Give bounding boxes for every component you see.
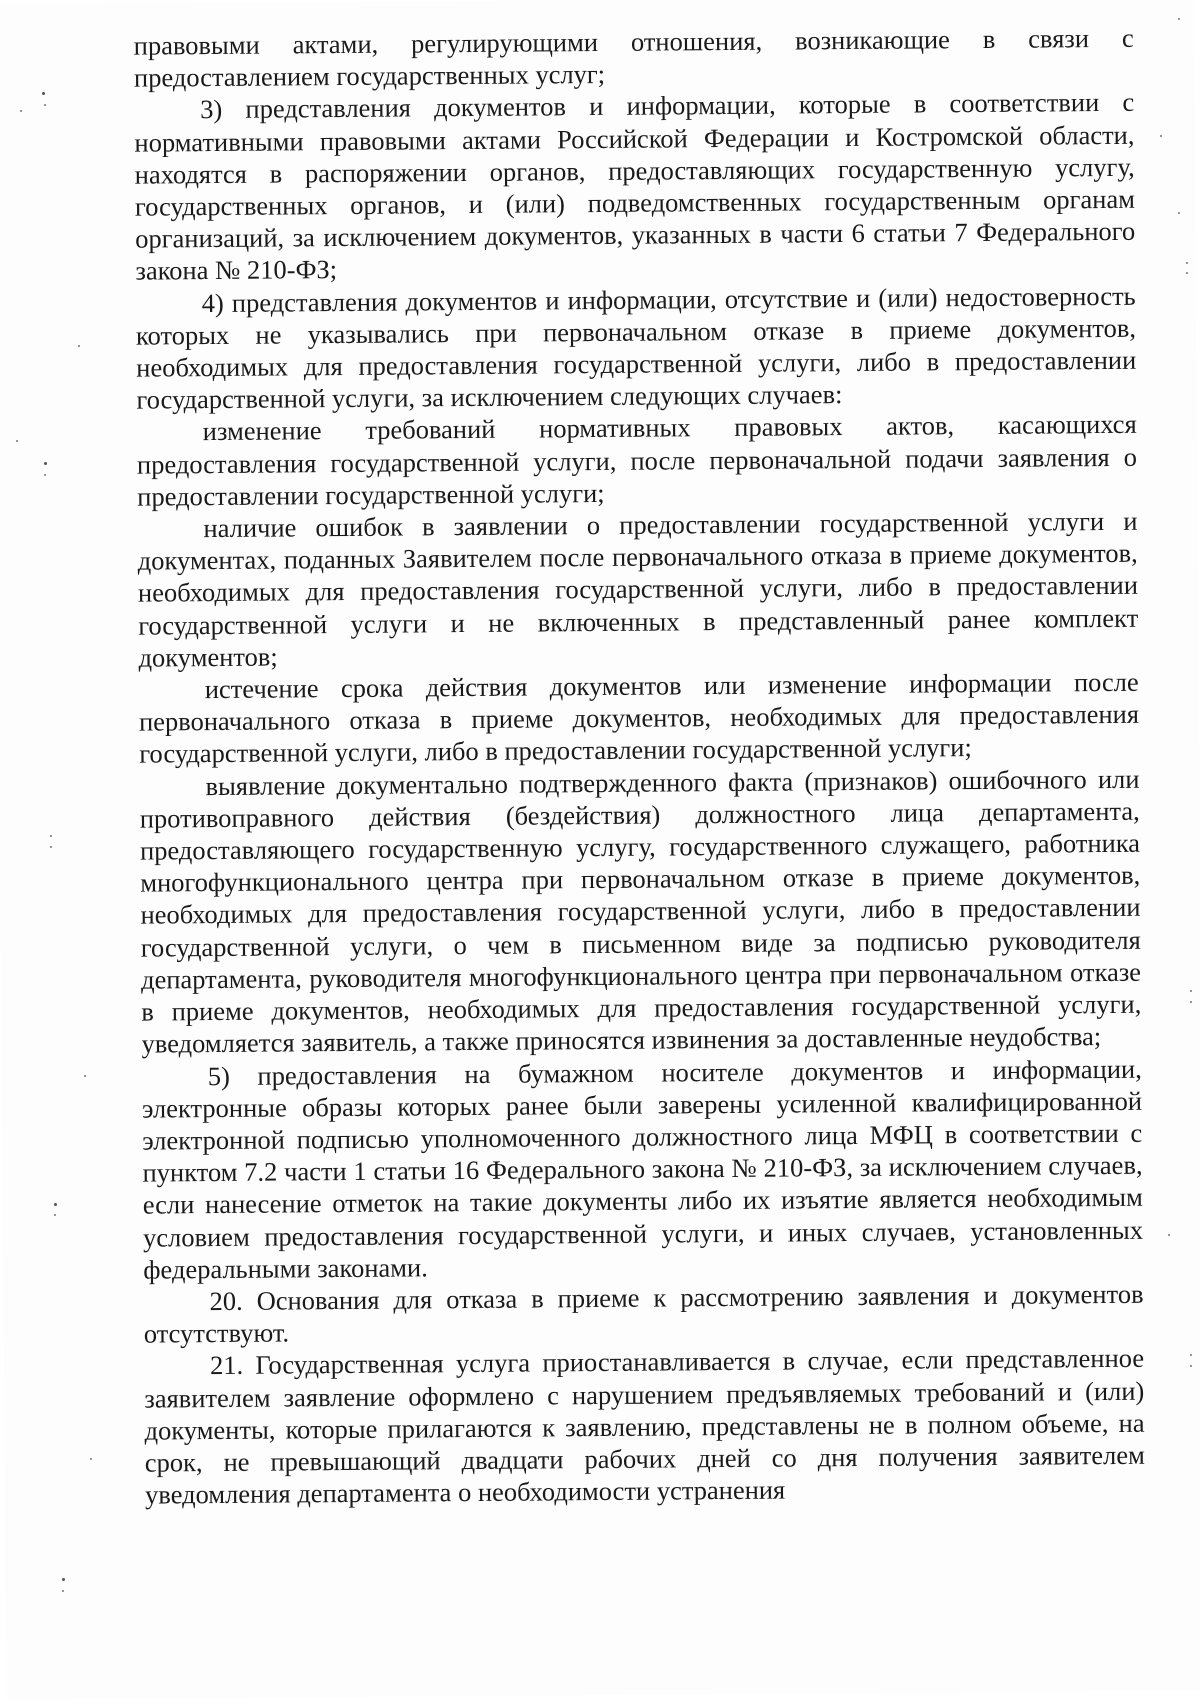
paragraph-item-4: 4) представления документов и информации, отсутствие и (или) недостоверность которых не указывались при первоначальном отказе в приеме документов, необходимых для предоставления государственной услуги, либо в предоставлении государственной услуги, за исключением следующих случаев: [135,280,1137,415]
scan-speck [1190,1354,1192,1356]
scan-speck [1190,990,1192,992]
scan-speck [54,1203,57,1206]
scan-speck [1178,212,1180,214]
scan-speck [62,1578,65,1581]
scan-speck [44,462,47,465]
paragraph-item-3: 3) представления документов и информации, которые в соответствии с нормативными правовыми актами Российской Федерации и Костромской области, находятся в распоряжении органов, предоставляющих государственную услугу, государственных органов, и (или) подведомственных государственным органам организаций, за исключением документов, указанных в части 6 статьи 7 Федерального закона № 210-ФЗ; [134,87,1136,287]
paragraph-continuation: правовыми актами, регулирующими отношения, возникающие в связи с предоставлением государственных услуг; [133,22,1134,93]
paragraph-subitem-expiry: истечение срока действия документов или изменение информации после первоначального отказа в приеме документов, необходимых для предоставления государственной услуги, либо в предоставлении государственной услуги; [138,666,1140,770]
scan-speck [1178,18,1180,20]
scan-speck [54,1214,56,1216]
scan-speck [1160,135,1162,137]
scan-speck [44,474,46,476]
scan-speck [1190,1365,1192,1367]
scan-speck [50,835,52,837]
scan-speck [84,1075,86,1077]
scan-speck [44,104,46,106]
paragraph-subitem-errors: наличие ошибок в заявлении о предоставлении государственной услуги и документах, поданных Заявителем после первоначального отказа в приеме документов, необходимых для предоставления государственной услуги, либо в предоставлении государственной услуги и не включенных в представленный ранее комплект документов; [137,505,1139,673]
scan-speck [1168,1234,1170,1236]
scan-speck [1186,262,1188,264]
scan-speck [20,110,22,112]
paragraph-clause-21: 21. Государственная услуга приостанавливается в случае, если представленное заявителем заявление оформлено с нарушением предъявляемых требований и (или) документы, которые прилагаются к заявлению, представлены не в полном объеме, на срок, не превышающий двадцати рабочих дней со дня получения заявителем уведомления департамента о необходимости устранения [144,1343,1145,1510]
document-body [134,22,1146,1511]
scan-speck [62,1590,64,1592]
paragraph-subitem-wrongful-action: выявление документально подтвержденного факта (признаков) ошибочного или противоправного действия (бездействия) должностного лица департамента, предоставляющего государственную услугу, государственного служащего, работника многофункционального центра при первоначальном отказе в приеме документов, необходимых для предоставления государственной услуги, либо в предоставлении государственной услуги, о чем в письменном виде за подписью руководителя департамента, руководителя многофункционального центра при первоначальном отказе в приеме документов, необходимых для предоставления государственной услуги, уведомляется заявитель, а также приносятся извинения за доставленные неудобства; [139,763,1142,1059]
paragraph-clause-20: 20. Основания для отказа в приеме к рассмотрению заявления и документов отсутствуют. [143,1278,1144,1349]
scan-speck [50,846,52,848]
scan-speck [42,92,45,95]
paragraph-subitem-requirements-change: изменение требований нормативных правовых актов, касающихся предоставления государственной услуги, после первоначальной подачи заявления о предоставлении государственной услуги; [136,409,1138,512]
scan-speck [1186,272,1188,274]
scan-speck [16,440,18,442]
scan-speck [1190,1001,1192,1003]
scan-speck [78,345,80,347]
paragraph-item-5: 5) предоставления на бумажном носителе документов и информации, электронные образы которых ранее были заверены усиленной квалифицированной электронной подписью уполномоченного должностного лица МФЦ в соответствии с пунктом 7.2 части 1 статьи 16 Федерального закона № 210-ФЗ, за исключением случаев, если нанесение отметок на такие документы либо их изъятие является необходимым условием предоставления государственной услуги, и иных случаев, установленных федеральными законами. [141,1053,1144,1285]
scan-speck [90,1458,92,1460]
